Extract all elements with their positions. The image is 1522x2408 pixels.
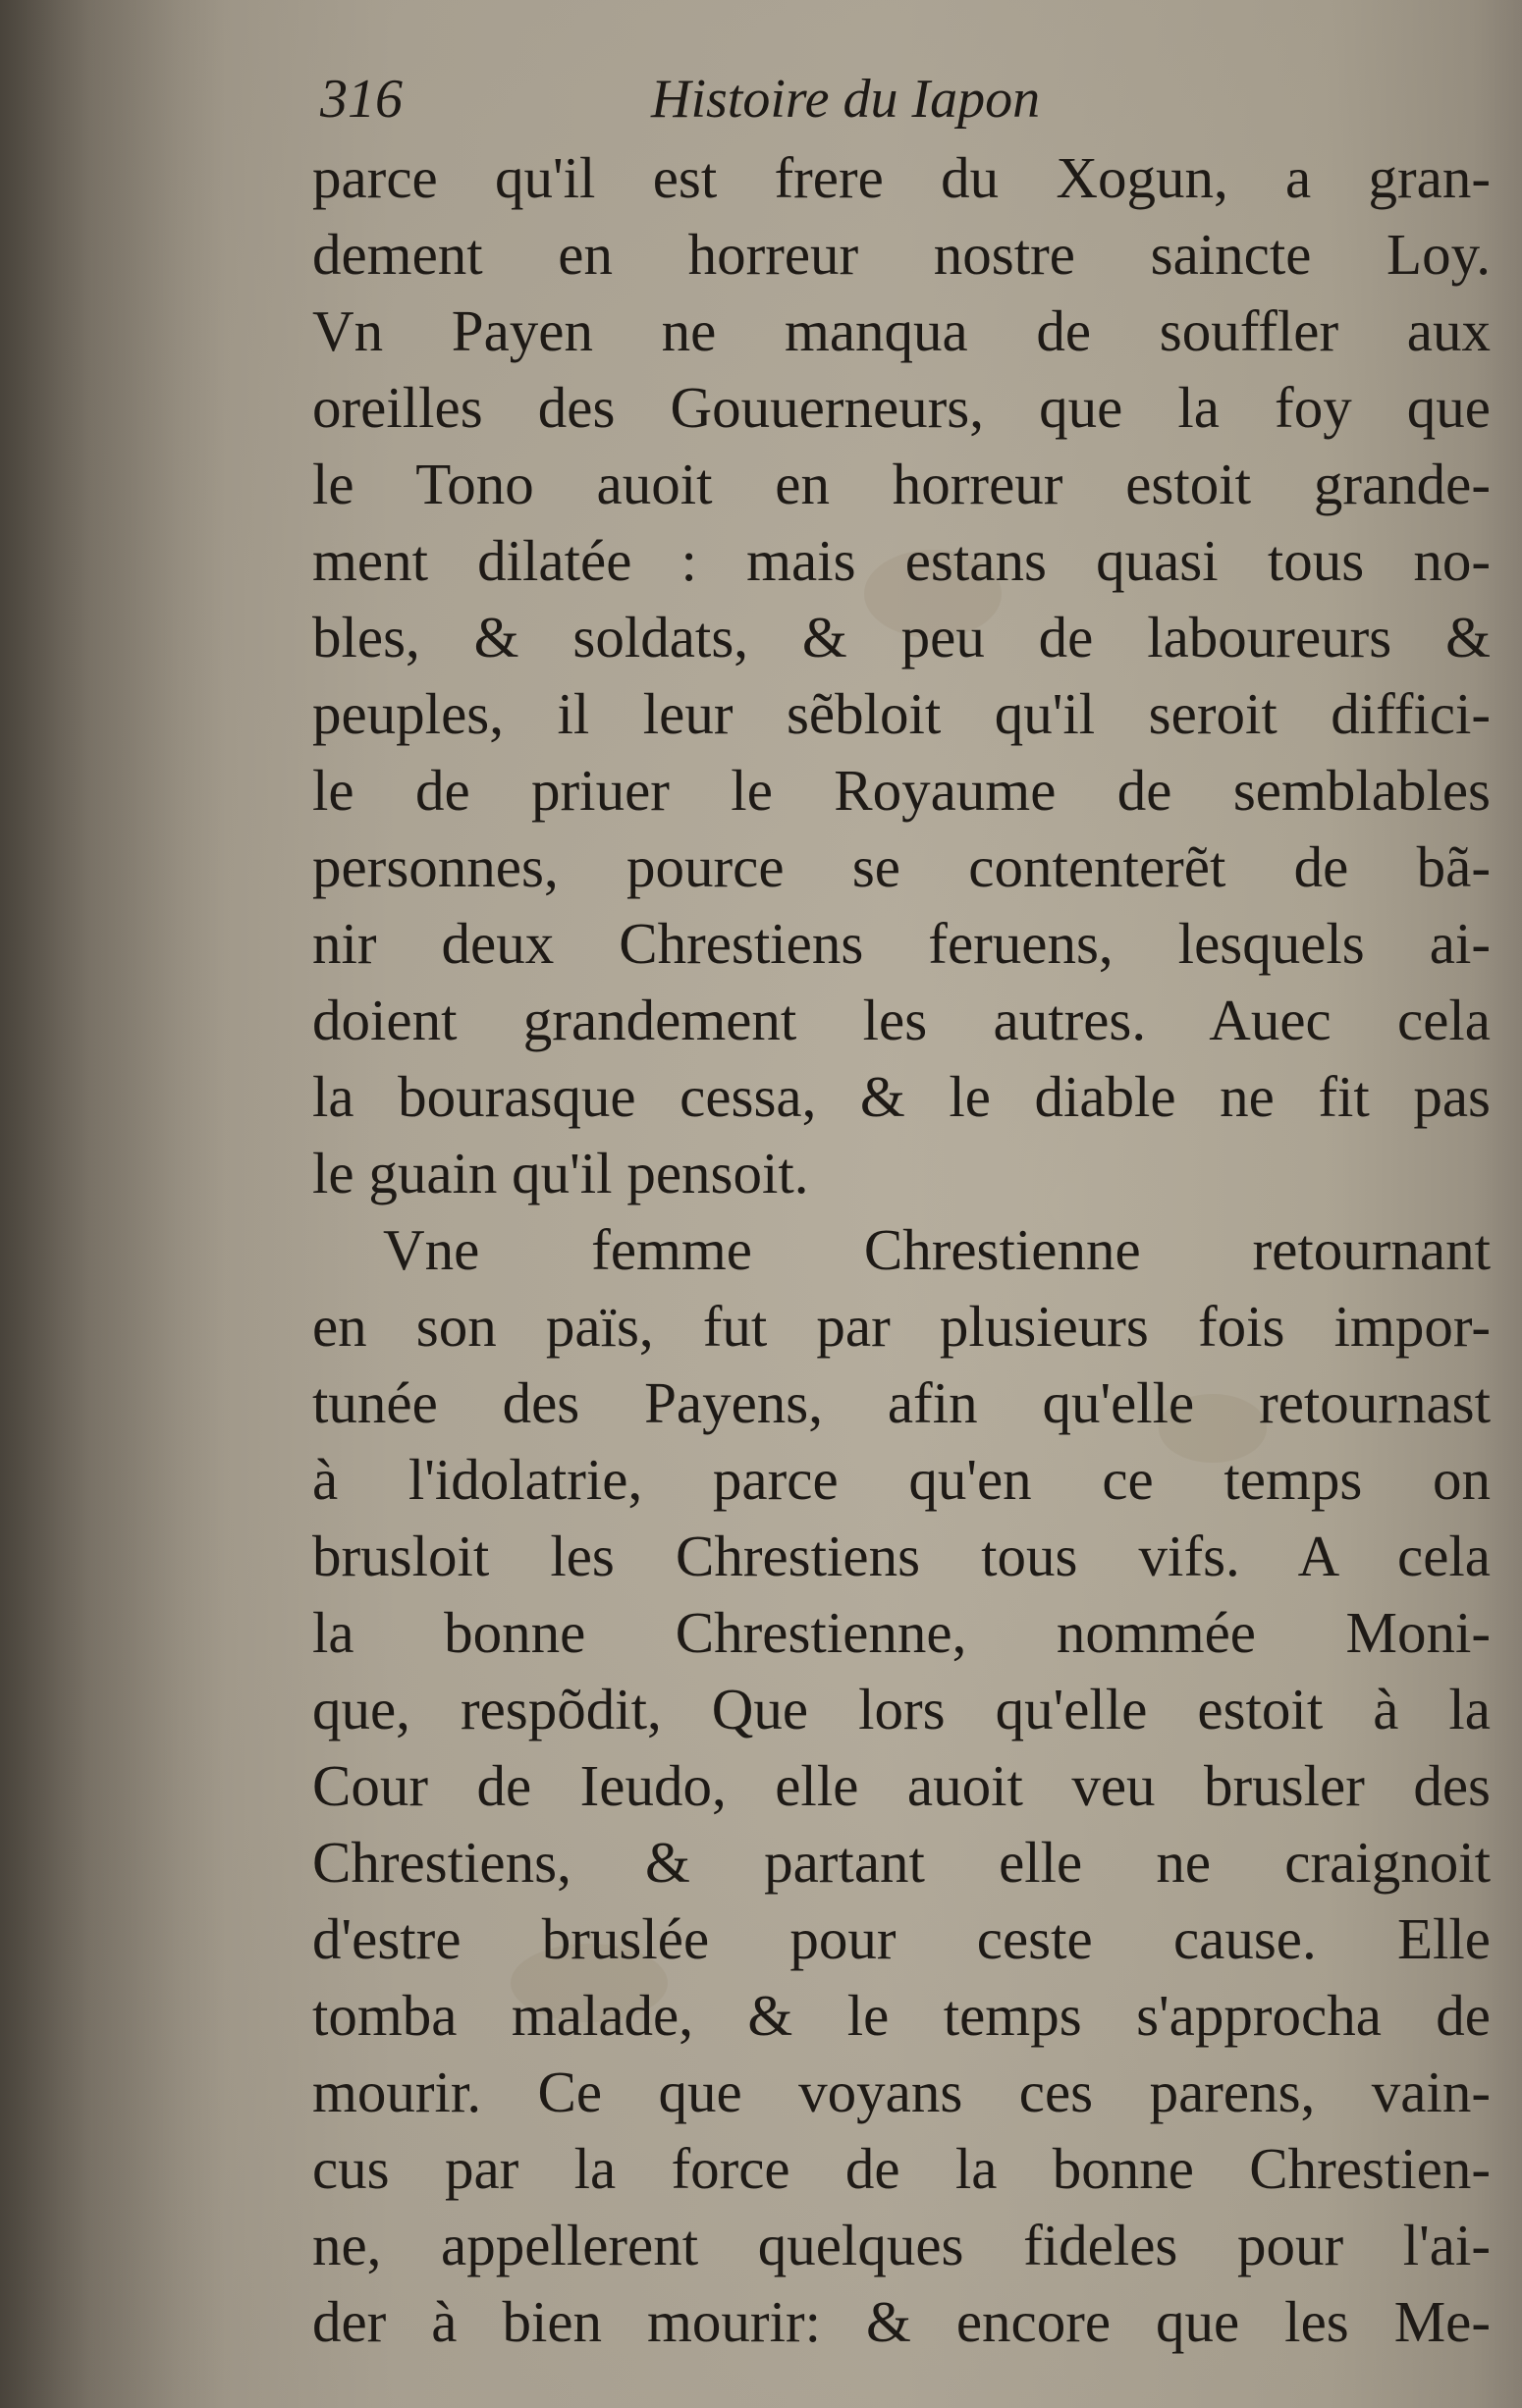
text-line: dement en horreur nostre saincte Loy. bbox=[312, 222, 1491, 287]
text-line: parce qu'il est frere du Xogun, a gran- bbox=[312, 145, 1491, 210]
text-line: Vn Payen ne manqua de souffler aux bbox=[312, 298, 1491, 363]
text-line: nir deux Chrestiens feruens, lesquels ai- bbox=[312, 911, 1491, 976]
text-line: à l'idolatrie, parce qu'en ce temps on bbox=[312, 1447, 1491, 1512]
text-line: ne, appellerent quelques fideles pour l'ai- bbox=[312, 2213, 1491, 2277]
text-line: ment dilatée : mais estans quasi tous no- bbox=[312, 528, 1491, 593]
text-line: en son païs, fut par plusieurs fois impor- bbox=[312, 1294, 1491, 1359]
text-line: le Tono auoit en horreur estoit grande- bbox=[312, 452, 1491, 516]
paragraph-2 bbox=[312, 1211, 1491, 2360]
text-line: mourir. Ce que voyans ces parens, vain- bbox=[312, 2060, 1491, 2124]
text-line: Chrestiens, & partant elle ne craignoit bbox=[312, 1830, 1491, 1895]
text-line: d'estre bruslée pour ceste cause. Elle bbox=[312, 1906, 1491, 1971]
text-line: Vne femme Chrestienne retournant bbox=[383, 1217, 1491, 1282]
text-line: cus par la force de la bonne Chrestien- bbox=[312, 2136, 1491, 2201]
running-head bbox=[312, 59, 1491, 139]
text-line: la bourasque cessa, & le diable ne fit pas bbox=[312, 1064, 1491, 1129]
text-block bbox=[312, 59, 1491, 2360]
text-line: personnes, pource se contenterẽt de bã- bbox=[312, 834, 1491, 899]
text-line: doient grandement les autres. Auec cela bbox=[312, 988, 1491, 1052]
text-line: bles, & soldats, & peu de laboureurs & bbox=[312, 605, 1491, 669]
text-line: tomba malade, & le temps s'approcha de bbox=[312, 1983, 1491, 2048]
text-line: Cour de Ieudo, elle auoit veu brusler des bbox=[312, 1753, 1491, 1818]
text-line: brusloit les Chrestiens tous vifs. A cela bbox=[312, 1524, 1491, 1588]
paragraph-1 bbox=[312, 139, 1491, 1211]
running-title: Histoire du Iapon bbox=[651, 69, 1041, 130]
gutter-shadow bbox=[0, 0, 226, 2408]
text-line: tunée des Payens, afin qu'elle retournast bbox=[312, 1370, 1491, 1435]
text-line: der à bien mourir: & encore que les Me- bbox=[312, 2289, 1491, 2354]
text-line: le guain qu'il pensoit. bbox=[312, 1141, 809, 1205]
text-line: le de priuer le Royaume de semblables bbox=[312, 758, 1491, 823]
text-line: oreilles des Gouuerneurs, que la foy que bbox=[312, 375, 1491, 440]
text-line: peuples, il leur sẽbloit qu'il seroit diffici- bbox=[312, 681, 1491, 746]
text-line: la bonne Chrestienne, nommée Moni- bbox=[312, 1600, 1491, 1665]
text-line: que, respõdit, Que lors qu'elle estoit à la bbox=[312, 1677, 1491, 1741]
page-number: 316 bbox=[320, 69, 403, 130]
